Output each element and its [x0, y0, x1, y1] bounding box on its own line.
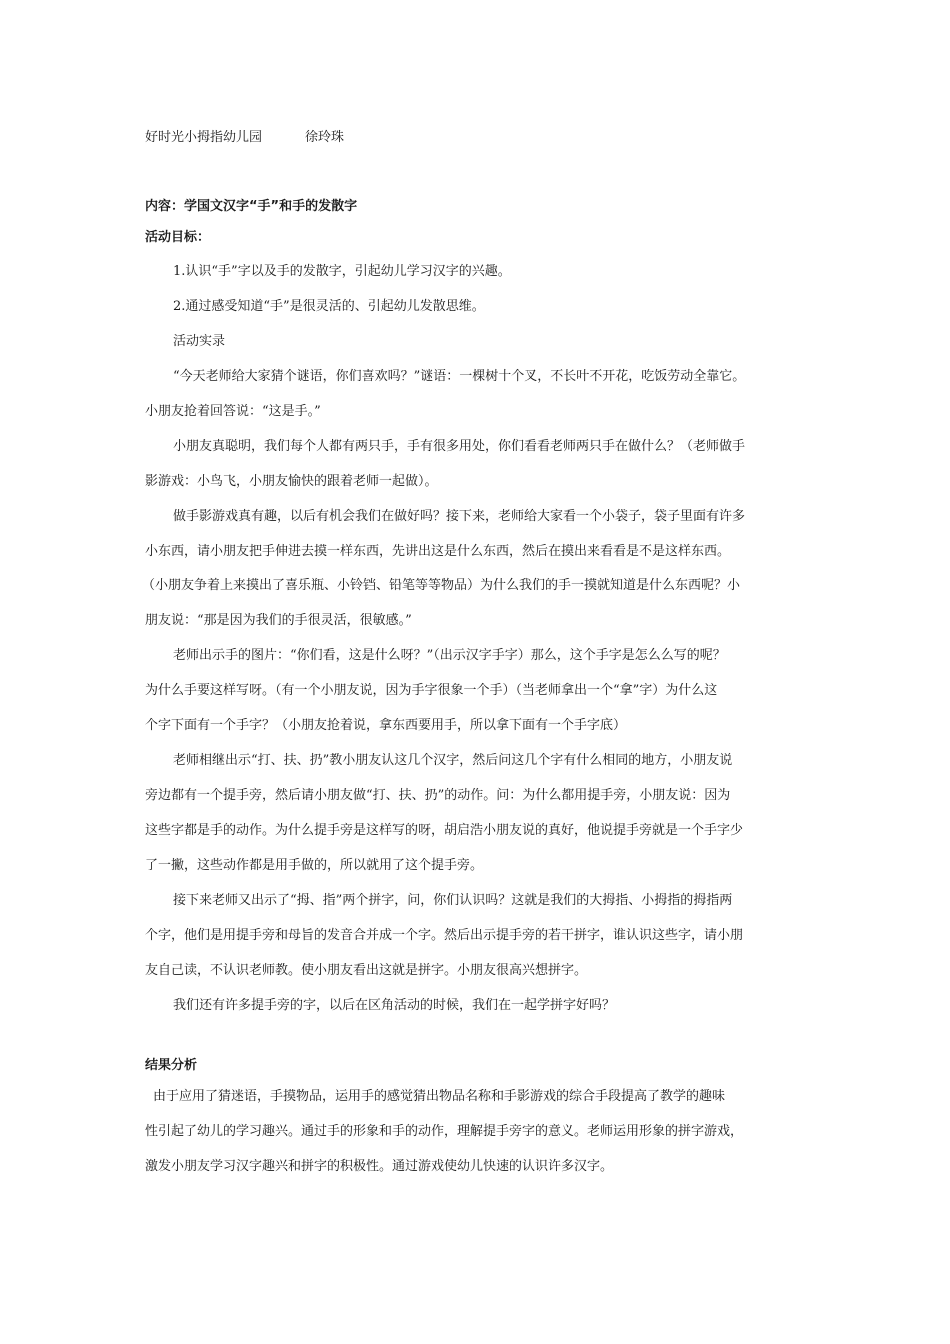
record-line: 老师相继出示“打、扶、扔”教小朋友认这几个汉字，然后问这几个字有什么相同的地方，小朋友说	[173, 753, 733, 768]
analysis-line: 性引起了幼儿的学习趣兴。通过手的形象和手的动作，理解提手旁字的意义。老师运用形象的拼字游戏，	[145, 1124, 744, 1139]
school-name: 好时光小拇指幼儿园	[145, 130, 263, 145]
record-line: 友自己读，不认识老师教。使小朋友看出这就是拼字。小朋友很高兴想拼字。	[145, 963, 588, 978]
goal-item: 1.认识“手”字以及手的发散字，引起幼儿学习汉字的兴趣。	[173, 264, 511, 279]
record-line: 朋友说：“那是因为我们的手很灵活，很敏感。”	[145, 613, 412, 628]
record-line: （小朋友争着上来摸出了喜乐瓶、小铃铛、铅笔等等物品）为什么我们的手一摸就知道是什么东西呢？小	[142, 578, 741, 593]
record-line: 小东西，请小朋友把手伸进去摸一样东西，先讲出这是什么东西，然后在摸出来看看是不是这样东西。	[145, 544, 731, 559]
record-line: 小朋友真聪明，我们每个人都有两只手，手有很多用处，你们看看老师两只手在做什么？（老师做手	[173, 439, 746, 454]
record-line: 我们还有许多提手旁的字，以后在区角活动的时候，我们在一起学拼字好吗？	[173, 998, 616, 1013]
analysis-line: 激发小朋友学习汉字趣兴和拼字的积极性。通过游戏使幼儿快速的认识许多汉字。	[145, 1159, 614, 1174]
record-line: 这些字都是手的动作。为什么提手旁是这样写的呀，胡启浩小朋友说的真好，他说提手旁就是一个手字少	[145, 823, 744, 838]
record-line: 小朋友抢着回答说：“这是手。”	[145, 404, 321, 419]
record-line: 老师出示手的图片：“你们看，这是什么呀？”（出示汉字手字）那么，这个手字是怎么么写的呢？	[173, 648, 726, 663]
record-line: 个字，他们是用提手旁和母旨的发音合并成一个字。然后出示提手旁的若干拼字，谁认识这些字，请小朋	[145, 928, 744, 943]
record-line: 了一撇，这些动作都是用手做的，所以就用了这个提手旁。	[145, 858, 484, 873]
goal-item: 2.通过感受知道“手”是很灵活的、引起幼儿发散思维。	[173, 299, 485, 314]
record-line: 为什么手要这样写呀。（有一个小朋友说，因为手字很象一个手）（当老师拿出一个“拿”字）为什么这	[145, 683, 718, 698]
goals-heading: 活动目标：	[145, 230, 211, 245]
analysis-heading: 结果分析	[145, 1058, 198, 1073]
content-heading: 内容：学国文汉字“手”和手的发散字	[145, 199, 358, 214]
record-line: “今天老师给大家猜个谜语，你们喜欢吗？”谜语：一棵树十个叉，不长叶不开花，吃饭劳动全靠它。	[173, 369, 746, 384]
record-line: 影游戏：小鸟飞，小朋友愉快的跟着老师一起做）。	[145, 474, 438, 489]
author-name: 徐玲珠	[305, 130, 345, 145]
record-line: 个字下面有一个手字？（小朋友抢着说，拿东西要用手，所以拿下面有一个手字底）	[145, 718, 627, 733]
record-line: 接下来老师又出示了“拇、指”两个拼字，问，你们认识吗？这就是我们的大拇指、小拇指的拇指两	[173, 893, 733, 908]
record-line: 旁边都有一个提手旁，然后请小朋友做“打、扶、扔”的动作。问：为什么都用提手旁，小朋友说：因为	[145, 788, 731, 803]
record-line: 做手影游戏真有趣，以后有机会我们在做好吗？接下来，老师给大家看一个小袋子，袋子里面有许多	[173, 509, 746, 524]
analysis-line: 由于应用了猜迷语，手摸物品，运用手的感觉猜出物品名称和手影游戏的综合手段提高了教学的趣味	[153, 1089, 726, 1104]
record-heading: 活动实录	[173, 334, 226, 349]
header-line	[145, 130, 345, 146]
